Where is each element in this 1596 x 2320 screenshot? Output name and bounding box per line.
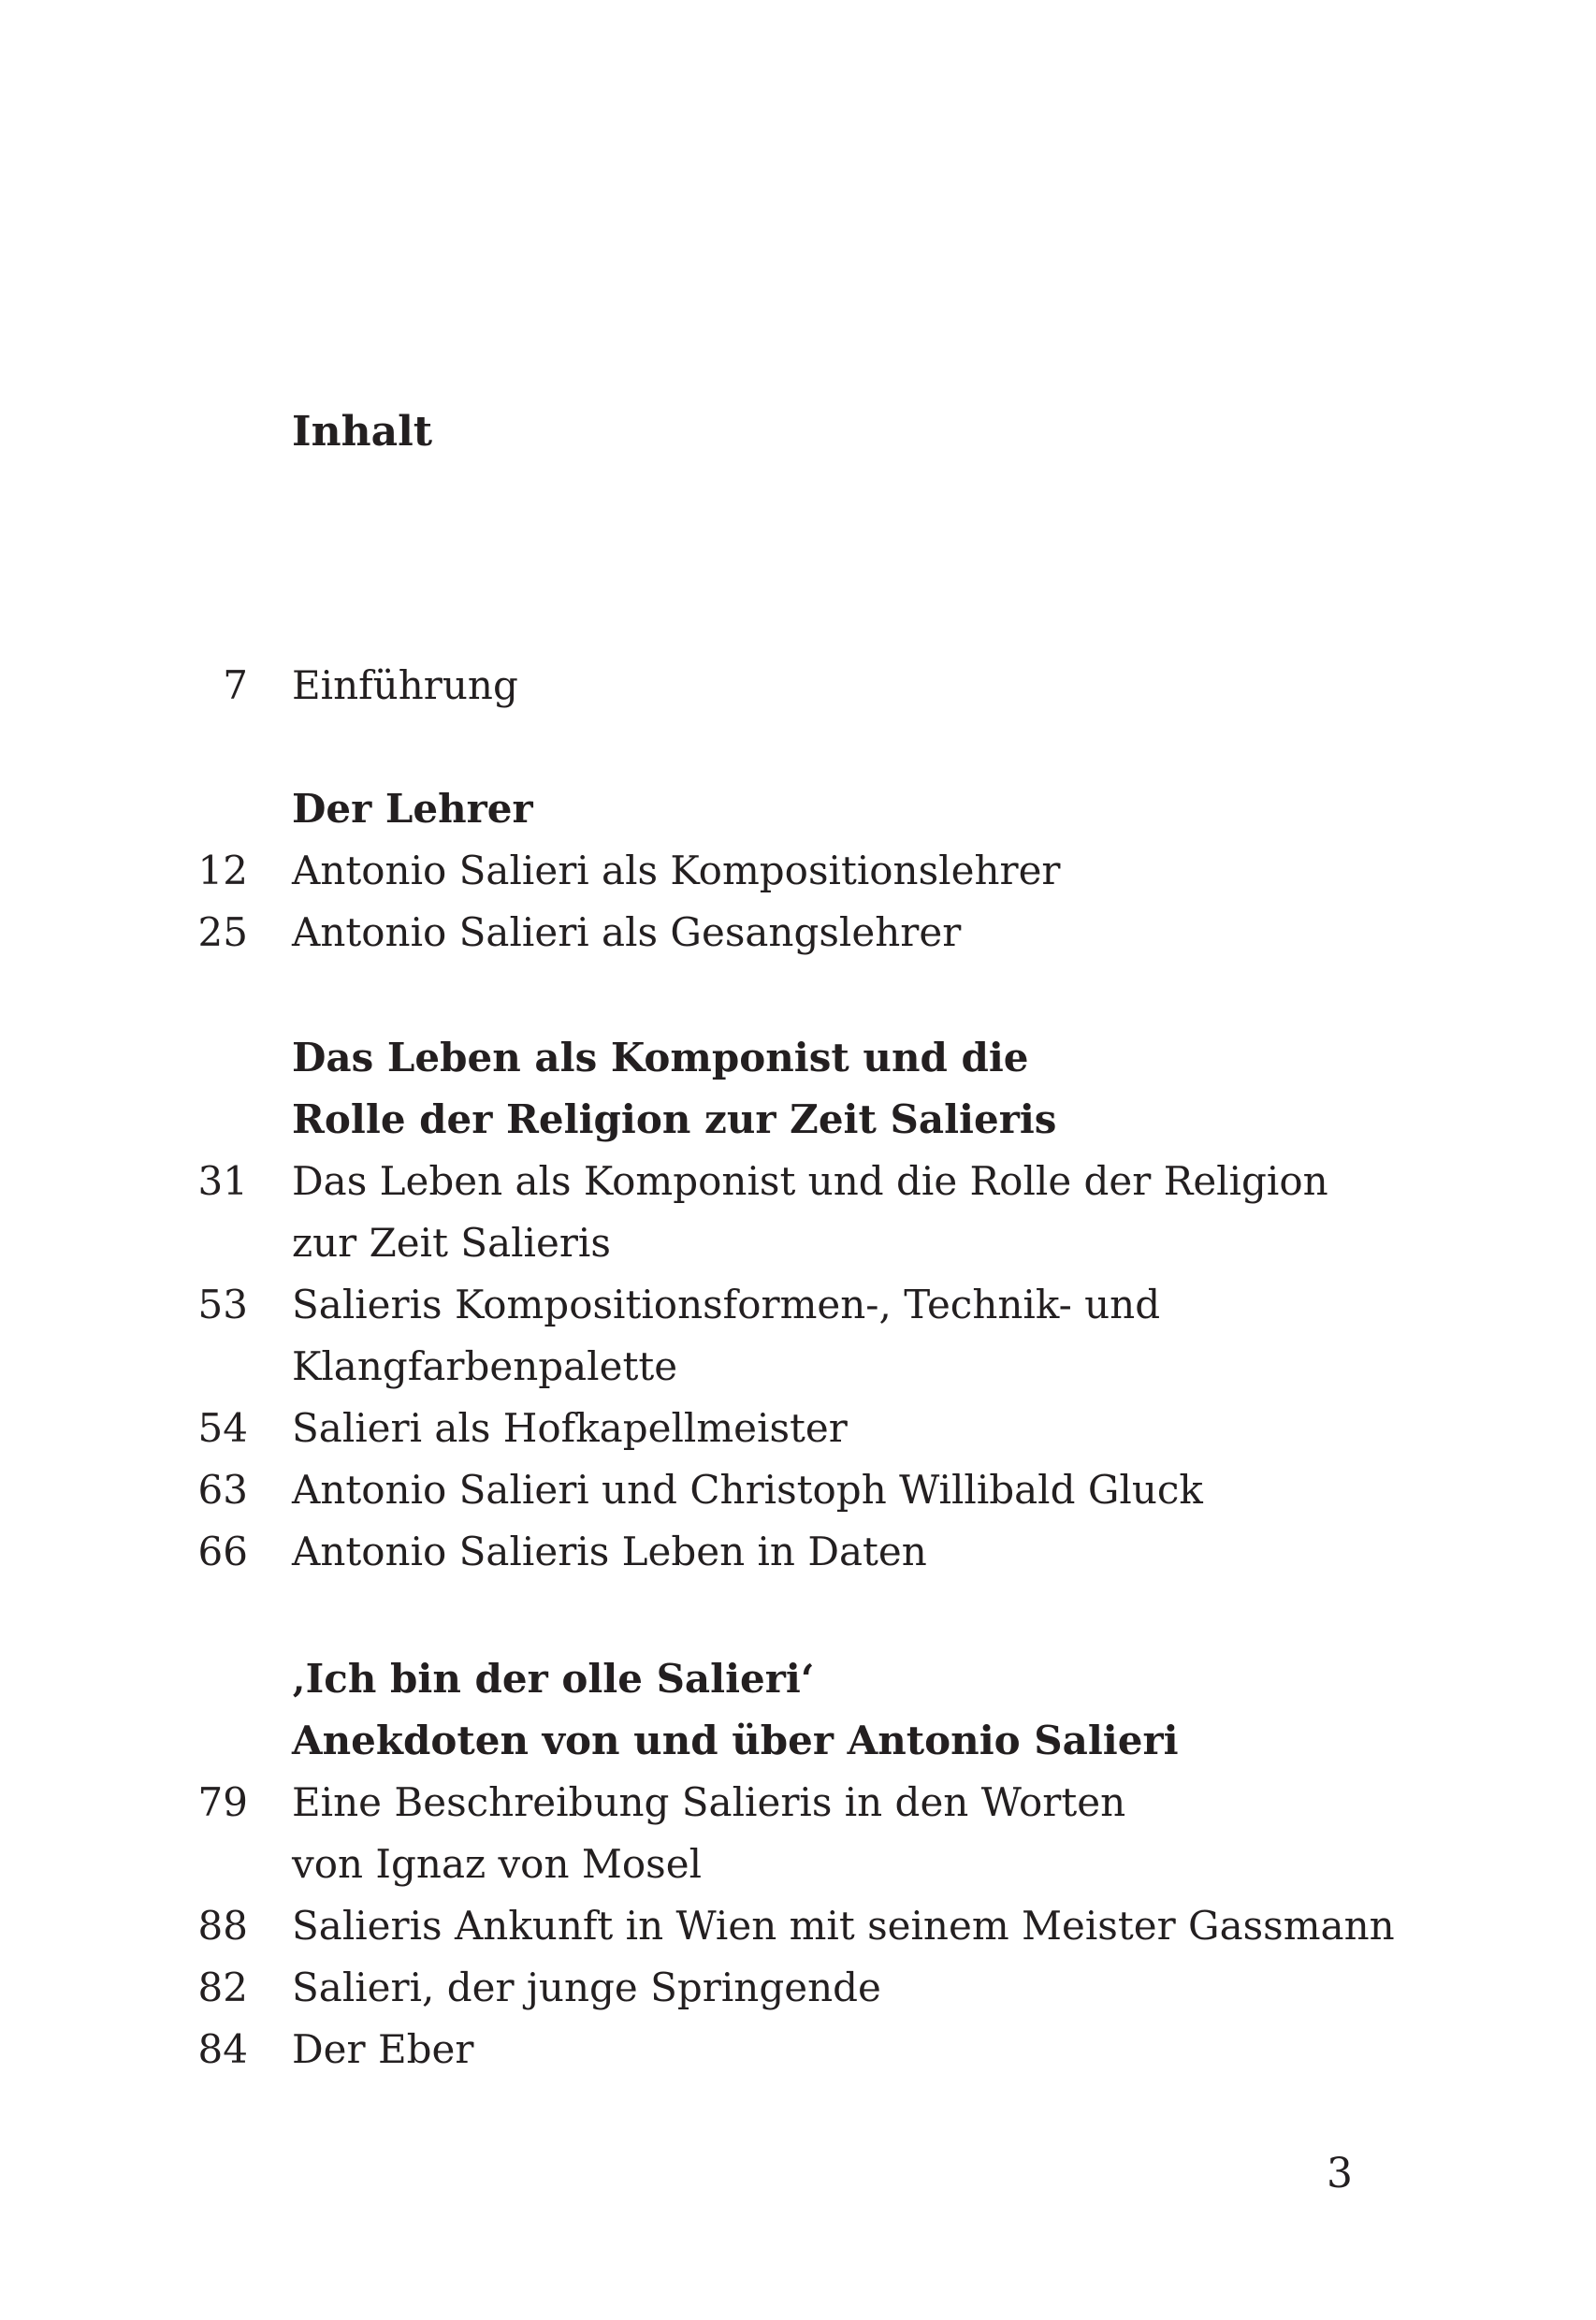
- entry-title: Salieris Kompositionsformen-, Technik- und: [292, 1282, 1161, 1327]
- entry-title: Salieri als Hofkapellmeister: [292, 1405, 848, 1451]
- entry-title: Antonio Salieri und Christoph Willibald Gluck: [292, 1467, 1203, 1513]
- toc-entry[interactable]: [0, 2019, 1596, 2081]
- page-number: 88: [197, 1903, 248, 1949]
- page-number: 84: [197, 2026, 248, 2072]
- page-number: 66: [197, 1529, 248, 1574]
- entry-title-continuation: von Ignaz von Mosel: [292, 1841, 703, 1887]
- page-number: 25: [197, 909, 248, 955]
- page-folio-number: 3: [1327, 2150, 1353, 2197]
- entry-title: Antonio Salieri als Gesangslehrer: [292, 909, 962, 955]
- toc-entry[interactable]: [0, 1957, 1596, 2019]
- toc-entry[interactable]: [0, 1459, 1596, 1521]
- entry-title: Antonio Salieris Leben in Daten: [292, 1529, 927, 1574]
- toc-entry[interactable]: [0, 1772, 1596, 1834]
- toc-entry[interactable]: [0, 902, 1596, 964]
- page-number: 54: [197, 1405, 248, 1451]
- section-heading-text: Anekdoten von und über Antonio Salieri: [292, 1718, 1179, 1763]
- entry-title-continuation: zur Zeit Salieris: [292, 1220, 611, 1266]
- page-number: 12: [197, 848, 248, 893]
- entry-title: Salieri, der junge Springende: [292, 1965, 881, 2010]
- toc-entry-continuation[interactable]: [0, 1212, 1596, 1274]
- entry-title: Salieris Ankunft in Wien mit seinem Meister Gassmann: [292, 1903, 1395, 1949]
- entry-title-continuation: Klangfarbenpalette: [292, 1343, 678, 1389]
- entry-title: Das Leben als Komponist und die Rolle der Religion: [292, 1158, 1328, 1204]
- entry-title: Einführung: [292, 662, 518, 708]
- entry-title: Eine Beschreibung Salieris in den Worten: [292, 1779, 1126, 1825]
- page-number: 7: [223, 662, 248, 708]
- entry-title: Der Eber: [292, 2026, 474, 2072]
- page-number: 63: [197, 1467, 248, 1513]
- page-title: Inhalt: [292, 408, 433, 456]
- section-heading-olle-salieri: [0, 1648, 1596, 1710]
- page-number: 79: [197, 1779, 248, 1825]
- entry-title: Antonio Salieri als Kompositionslehrer: [292, 848, 1061, 893]
- toc-entry[interactable]: [0, 1274, 1596, 1336]
- section-heading-leben-als-komponist-line2: [0, 1089, 1596, 1151]
- page-number: 31: [197, 1158, 248, 1204]
- toc-entry[interactable]: [0, 840, 1596, 902]
- section-heading-text: ‚Ich bin der olle Salieri‘: [292, 1656, 815, 1702]
- page-number: 53: [197, 1282, 248, 1327]
- section-heading-leben-als-komponist: [0, 1027, 1596, 1089]
- toc-entry-einfuehrung[interactable]: [0, 655, 1596, 717]
- toc-entry[interactable]: [0, 1521, 1596, 1583]
- section-heading-text: Der Lehrer: [292, 786, 533, 832]
- toc-entry-continuation[interactable]: [0, 1834, 1596, 1895]
- section-heading-der-lehrer: [0, 778, 1596, 840]
- section-heading-text: Das Leben als Komponist und die: [292, 1035, 1029, 1080]
- toc-entry[interactable]: [0, 1895, 1596, 1957]
- section-heading-olle-salieri-line2: [0, 1710, 1596, 1772]
- toc-entry[interactable]: [0, 1151, 1596, 1212]
- toc-entry-continuation[interactable]: [0, 1336, 1596, 1398]
- page-number: 82: [197, 1965, 248, 2010]
- section-heading-text: Rolle der Religion zur Zeit Salieris: [292, 1096, 1057, 1142]
- toc-entry[interactable]: [0, 1398, 1596, 1459]
